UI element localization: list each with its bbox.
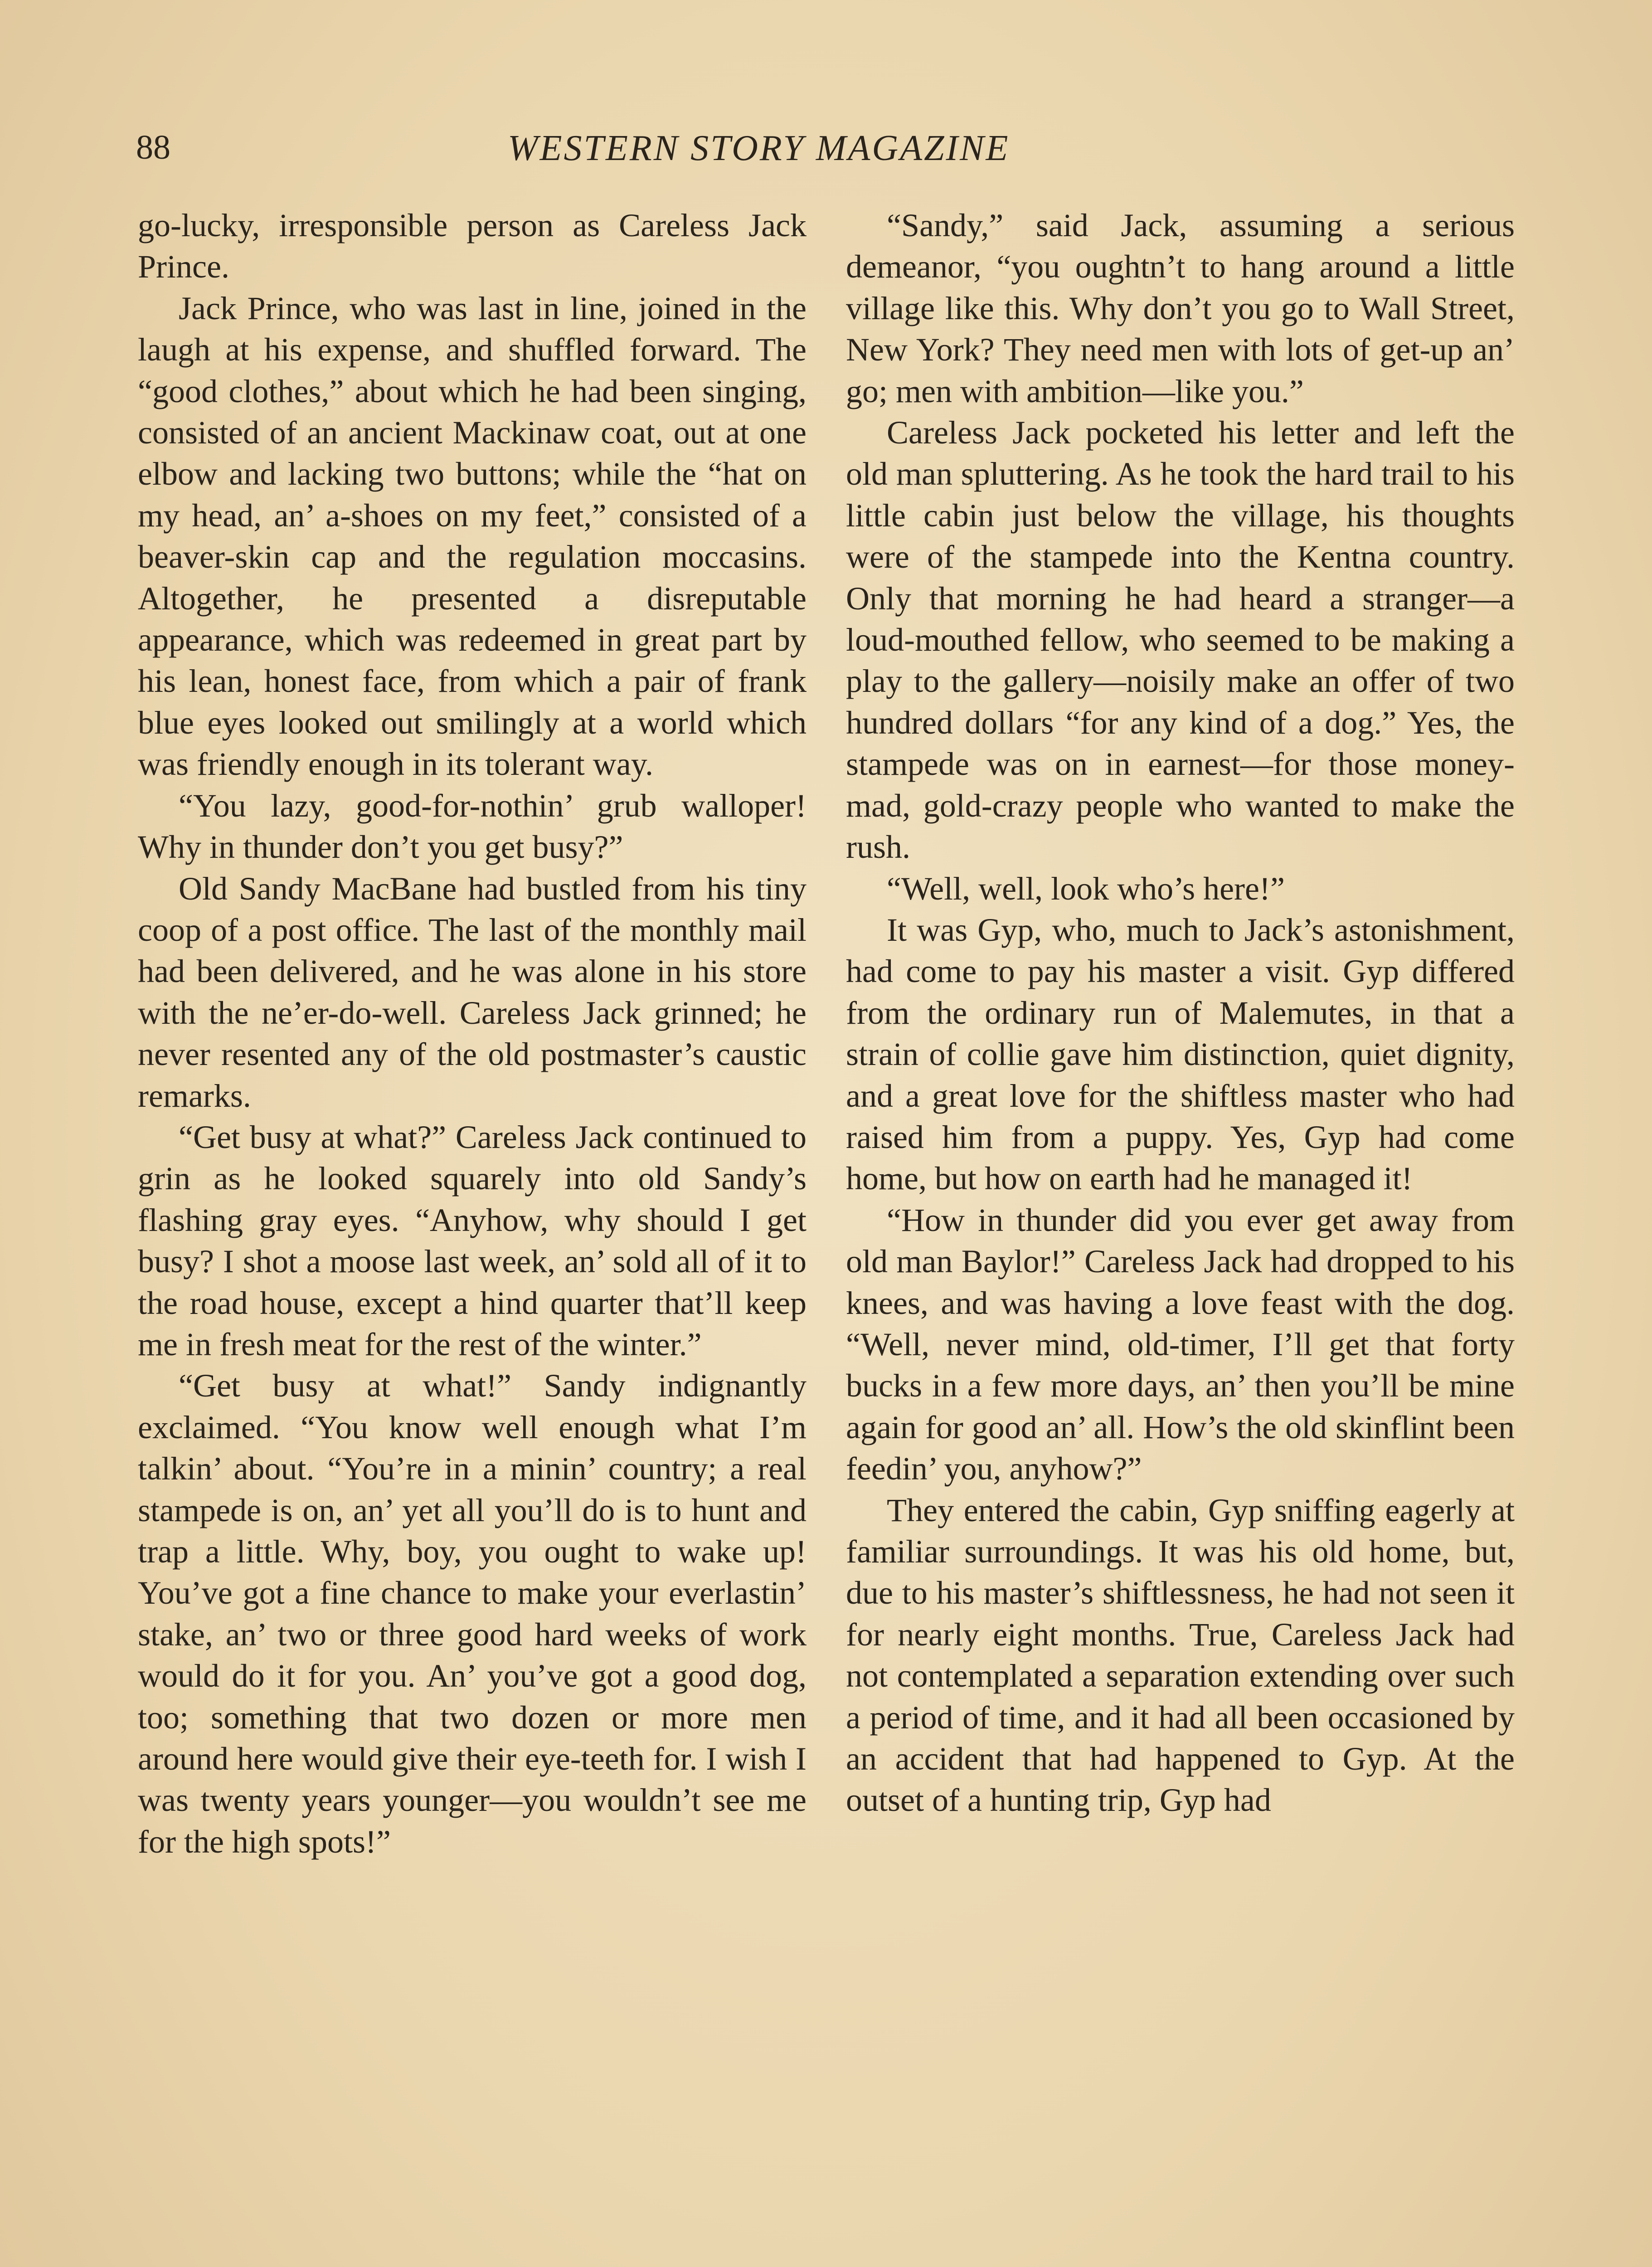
running-title: WESTERN STORY MAGAZINE [508,128,1010,168]
paragraph: “Sandy,” said Jack, assuming a serious demeanor, “you oughtn’t to hang around a little village like this. Why don’t you go to Wall Street, New York? They need men with lots of get-up an’ go; men with ambition—like you.” [846,207,1515,409]
paragraph: Careless Jack pocketed his letter and left the old man spluttering. As he took the hard trail to his little cabin just below the village, his thoughts were of the stampede into the Kentna country. Only that morning he had heard a stranger—a loud-mouthed fellow, who seemed to be making a play to the gallery—noisily make an offer of two hundred dollars “for any kind of a dog.” Yes, the stampede was on in earnest—for those money-mad, gold-crazy people who wanted to make the rush. [846,414,1515,866]
paragraph: “Get busy at what?” Careless Jack continued to grin as he looked squarely into old Sandy’s flashing gray eyes. “Anyhow, why should I get busy? I shot a moose last week, an’ sold all of it to the road house, except a hind quarter that’ll keep me in fresh meat for the rest of the winter.” [138,1119,807,1362]
paragraph: “How in thunder did you ever get away from old man Baylor!” Careless Jack had dropped to his knees, and was having a love feast with the dog. “Well, never mind, old-timer, I’ll get that forty bucks in a few more days, an’ then you’ll be mine again for good an’ all. How’s the old skinflint been feedin’ you, anyhow?” [846,1202,1515,1487]
page-header [136,118,1133,181]
paragraph: Old Sandy MacBane had bustled from his tiny coop of a post office. The last of the monthly mail had been delivered, and he was alone in his store with the ne’er-do-well. Careless Jack grinned; he never resented any of the old postmaster’s caustic remarks. [138,870,807,1114]
paragraph: Jack Prince, who was last in line, joined in the laugh at his expense, and shuffled forward. The “good clothes,” about which he had been singing, consisted of an ancient Mackinaw coat, out at one elbow and lacking two buttons; while the “hat on my head, an’ a-shoes on my feet,” consisted of a beaver-skin cap and the regulation moccasins. Altogether, he presented a disreputable appearance, which was redeemed in great part by his lean, honest face, from which a pair of frank blue eyes looked out smilingly at a world which was friendly enough in its tolerant way. [138,290,807,783]
paragraph: “Get busy at what!” Sandy indignantly exclaimed. “You know well enough what I’m talkin’ about. “You’re in a minin’ country; a real stampede is on, an’ yet all you’ll do is to hunt and trap a little. Why, boy, you ought to wake up! You’ve got a fine chance to make your everlastin’ stake, an’ two or three good hard weeks of work would do it for you. An’ you’ve got a good dog, too; something that two dozen or more men around here would give their eye-teeth for. I wish I was twenty years younger—you wouldn’t see me for the high spots!” [138,1367,807,1860]
text-column-left [138,205,807,1863]
text-column-right [846,205,1515,1821]
paragraph: go-lucky, irresponsible person as Careless Jack Prince. [138,207,807,285]
paragraph: It was Gyp, who, much to Jack’s astonishment, had come to pay his master a visit. Gyp differed from the ordinary run of Malemutes, in that a strain of collie gave him distinction, quiet dignity, and a great love for the shiftless master who had raised him from a puppy. Yes, Gyp had come home, but how on earth had he managed it! [846,911,1515,1197]
paragraph: They entered the cabin, Gyp sniffing eagerly at familiar surroundings. It was his old home, but, due to his master’s shiftlessness, he had not seen it for nearly eight months. True, Careless Jack had not contemplated a separation extending over such a period of time, and it had all been occasioned by an accident that had happened to Gyp. At the outset of a hunting trip, Gyp had [846,1492,1515,1819]
paragraph: “You lazy, good-for-nothin’ grub walloper! Why in thunder don’t you get busy?” [138,787,807,866]
paragraph: “Well, well, look who’s here!” [887,870,1285,907]
page-number: 88 [136,128,170,166]
